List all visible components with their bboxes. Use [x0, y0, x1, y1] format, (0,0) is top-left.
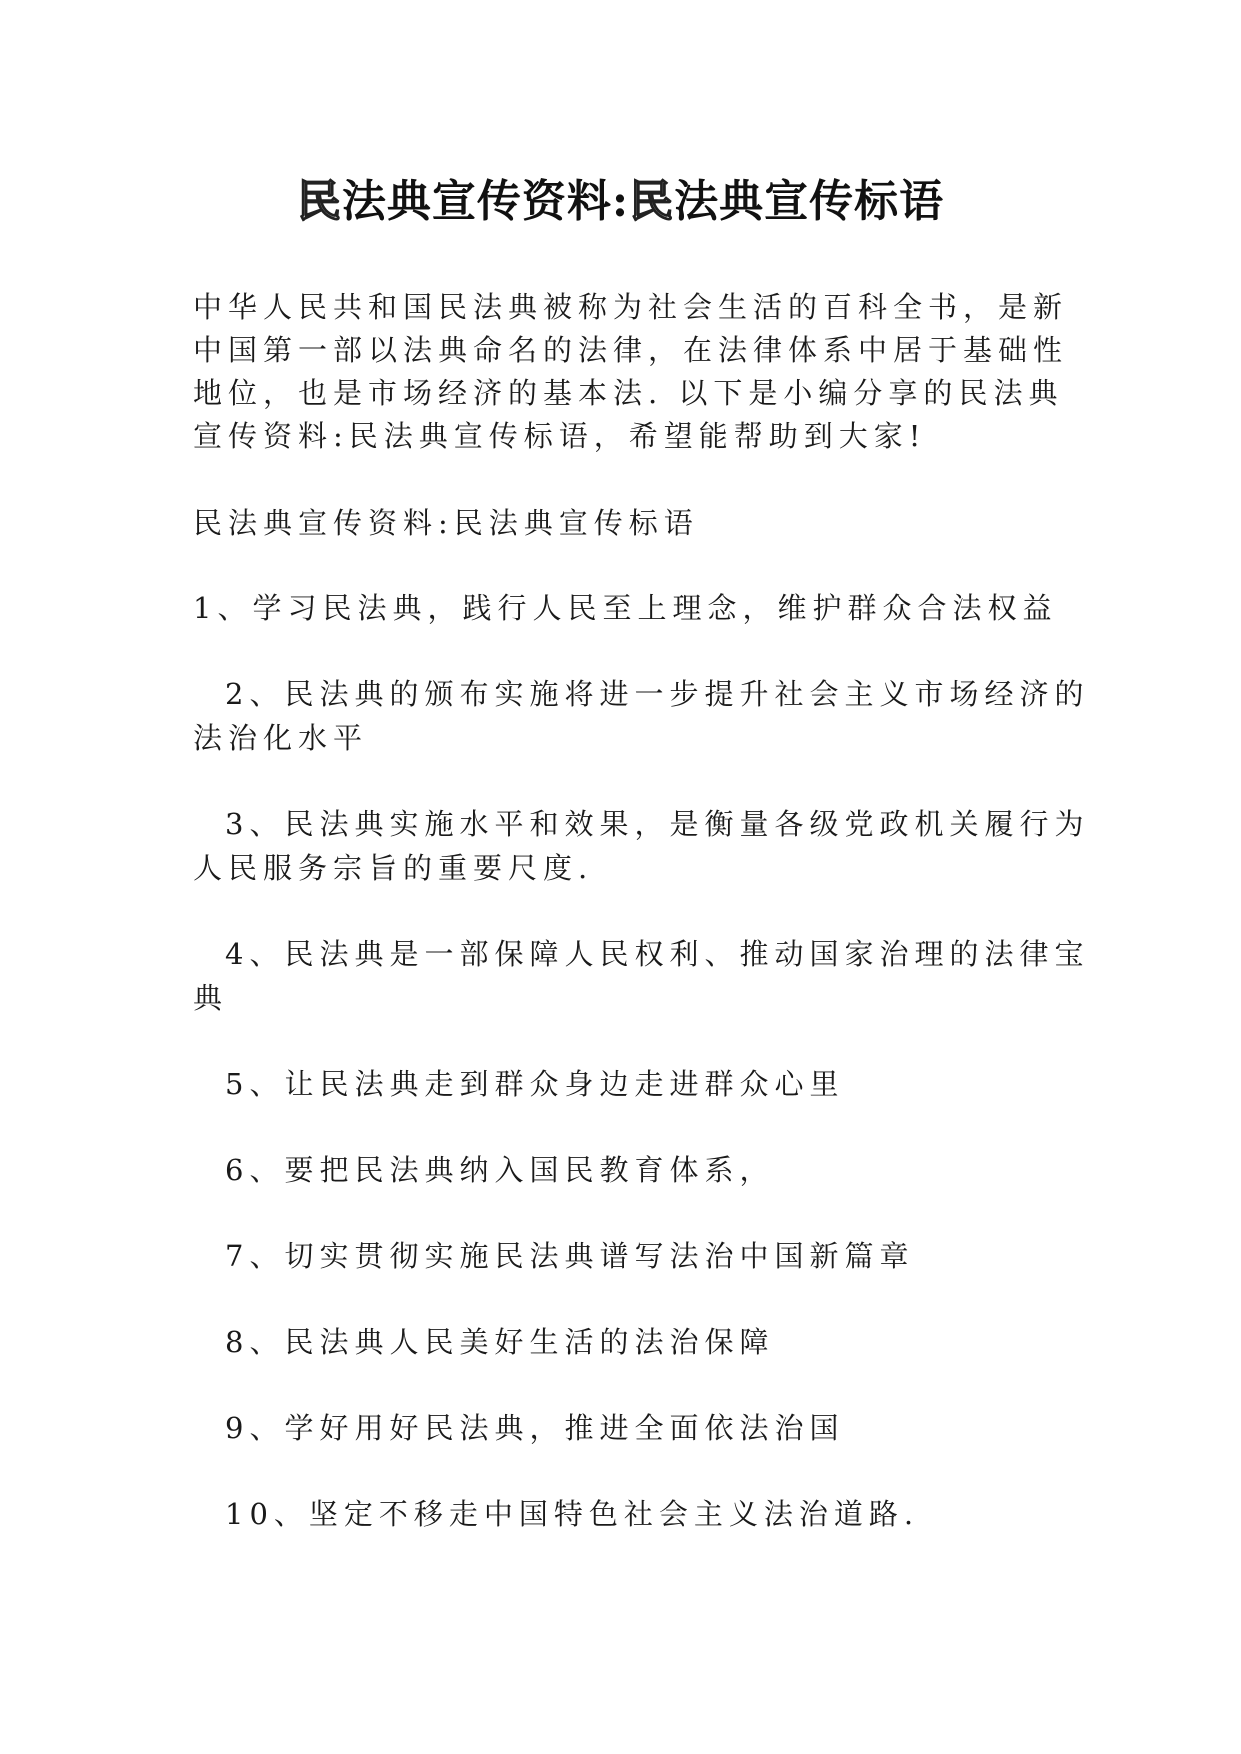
- title-text-1: 法典宣传资料:: [341, 176, 630, 227]
- list-item-line: 5、让民法典走到群众身边走进群众心里: [225, 1067, 845, 1101]
- title-text-2: 法典宣传标语: [674, 176, 945, 227]
- list-item-line: 人民服务宗旨的重要尺度.: [193, 851, 594, 885]
- list-item-line: 6、要把民法典纳入国民教育体系，: [225, 1153, 775, 1187]
- document-title: [0, 172, 1241, 232]
- intro-line: 地位，也是市场经济的基本法. 以下是小编分享的民法典: [193, 376, 1064, 410]
- list-item-line: 10、坚定不移走中国特色社会主义法治道路.: [225, 1497, 920, 1531]
- list-item-line: 3、民法典实施水平和效果，是衡量各级党政机关履行为: [225, 807, 1090, 841]
- list-item-line: 8、民法典人民美好生活的法治保障: [225, 1325, 775, 1359]
- list-item-line: 4、民法典是一部保障人民权利、推动国家治理的法律宝: [225, 937, 1090, 971]
- section-subtitle: 民法典宣传资料:民法典宣传标语: [193, 506, 699, 540]
- title-outlined-char-1: 民: [296, 176, 342, 227]
- intro-line: 中华人民共和国民法典被称为社会生活的百科全书，是新: [193, 290, 1069, 324]
- title-outlined-char-2: 民: [629, 176, 675, 227]
- intro-line: 宣传资料:民法典宣传标语，希望能帮助到大家!: [193, 419, 927, 453]
- list-item-line: 9、学好用好民法典，推进全面依法治国: [225, 1411, 845, 1445]
- list-item-line: 2、民法典的颁布实施将进一步提升社会主义市场经济的: [225, 677, 1090, 711]
- list-item-line: 1、学习民法典，践行人民至上理念，维护群众合法权益: [193, 591, 1058, 625]
- list-item-line: 法治化水平: [193, 721, 369, 755]
- intro-line: 中国第一部以法典命名的法律，在法律体系中居于基础性: [193, 333, 1069, 367]
- list-item-line: 7、切实贯彻实施民法典谱写法治中国新篇章: [225, 1239, 915, 1273]
- list-item-line: 典: [193, 981, 229, 1015]
- intro-paragraph: [193, 286, 1069, 458]
